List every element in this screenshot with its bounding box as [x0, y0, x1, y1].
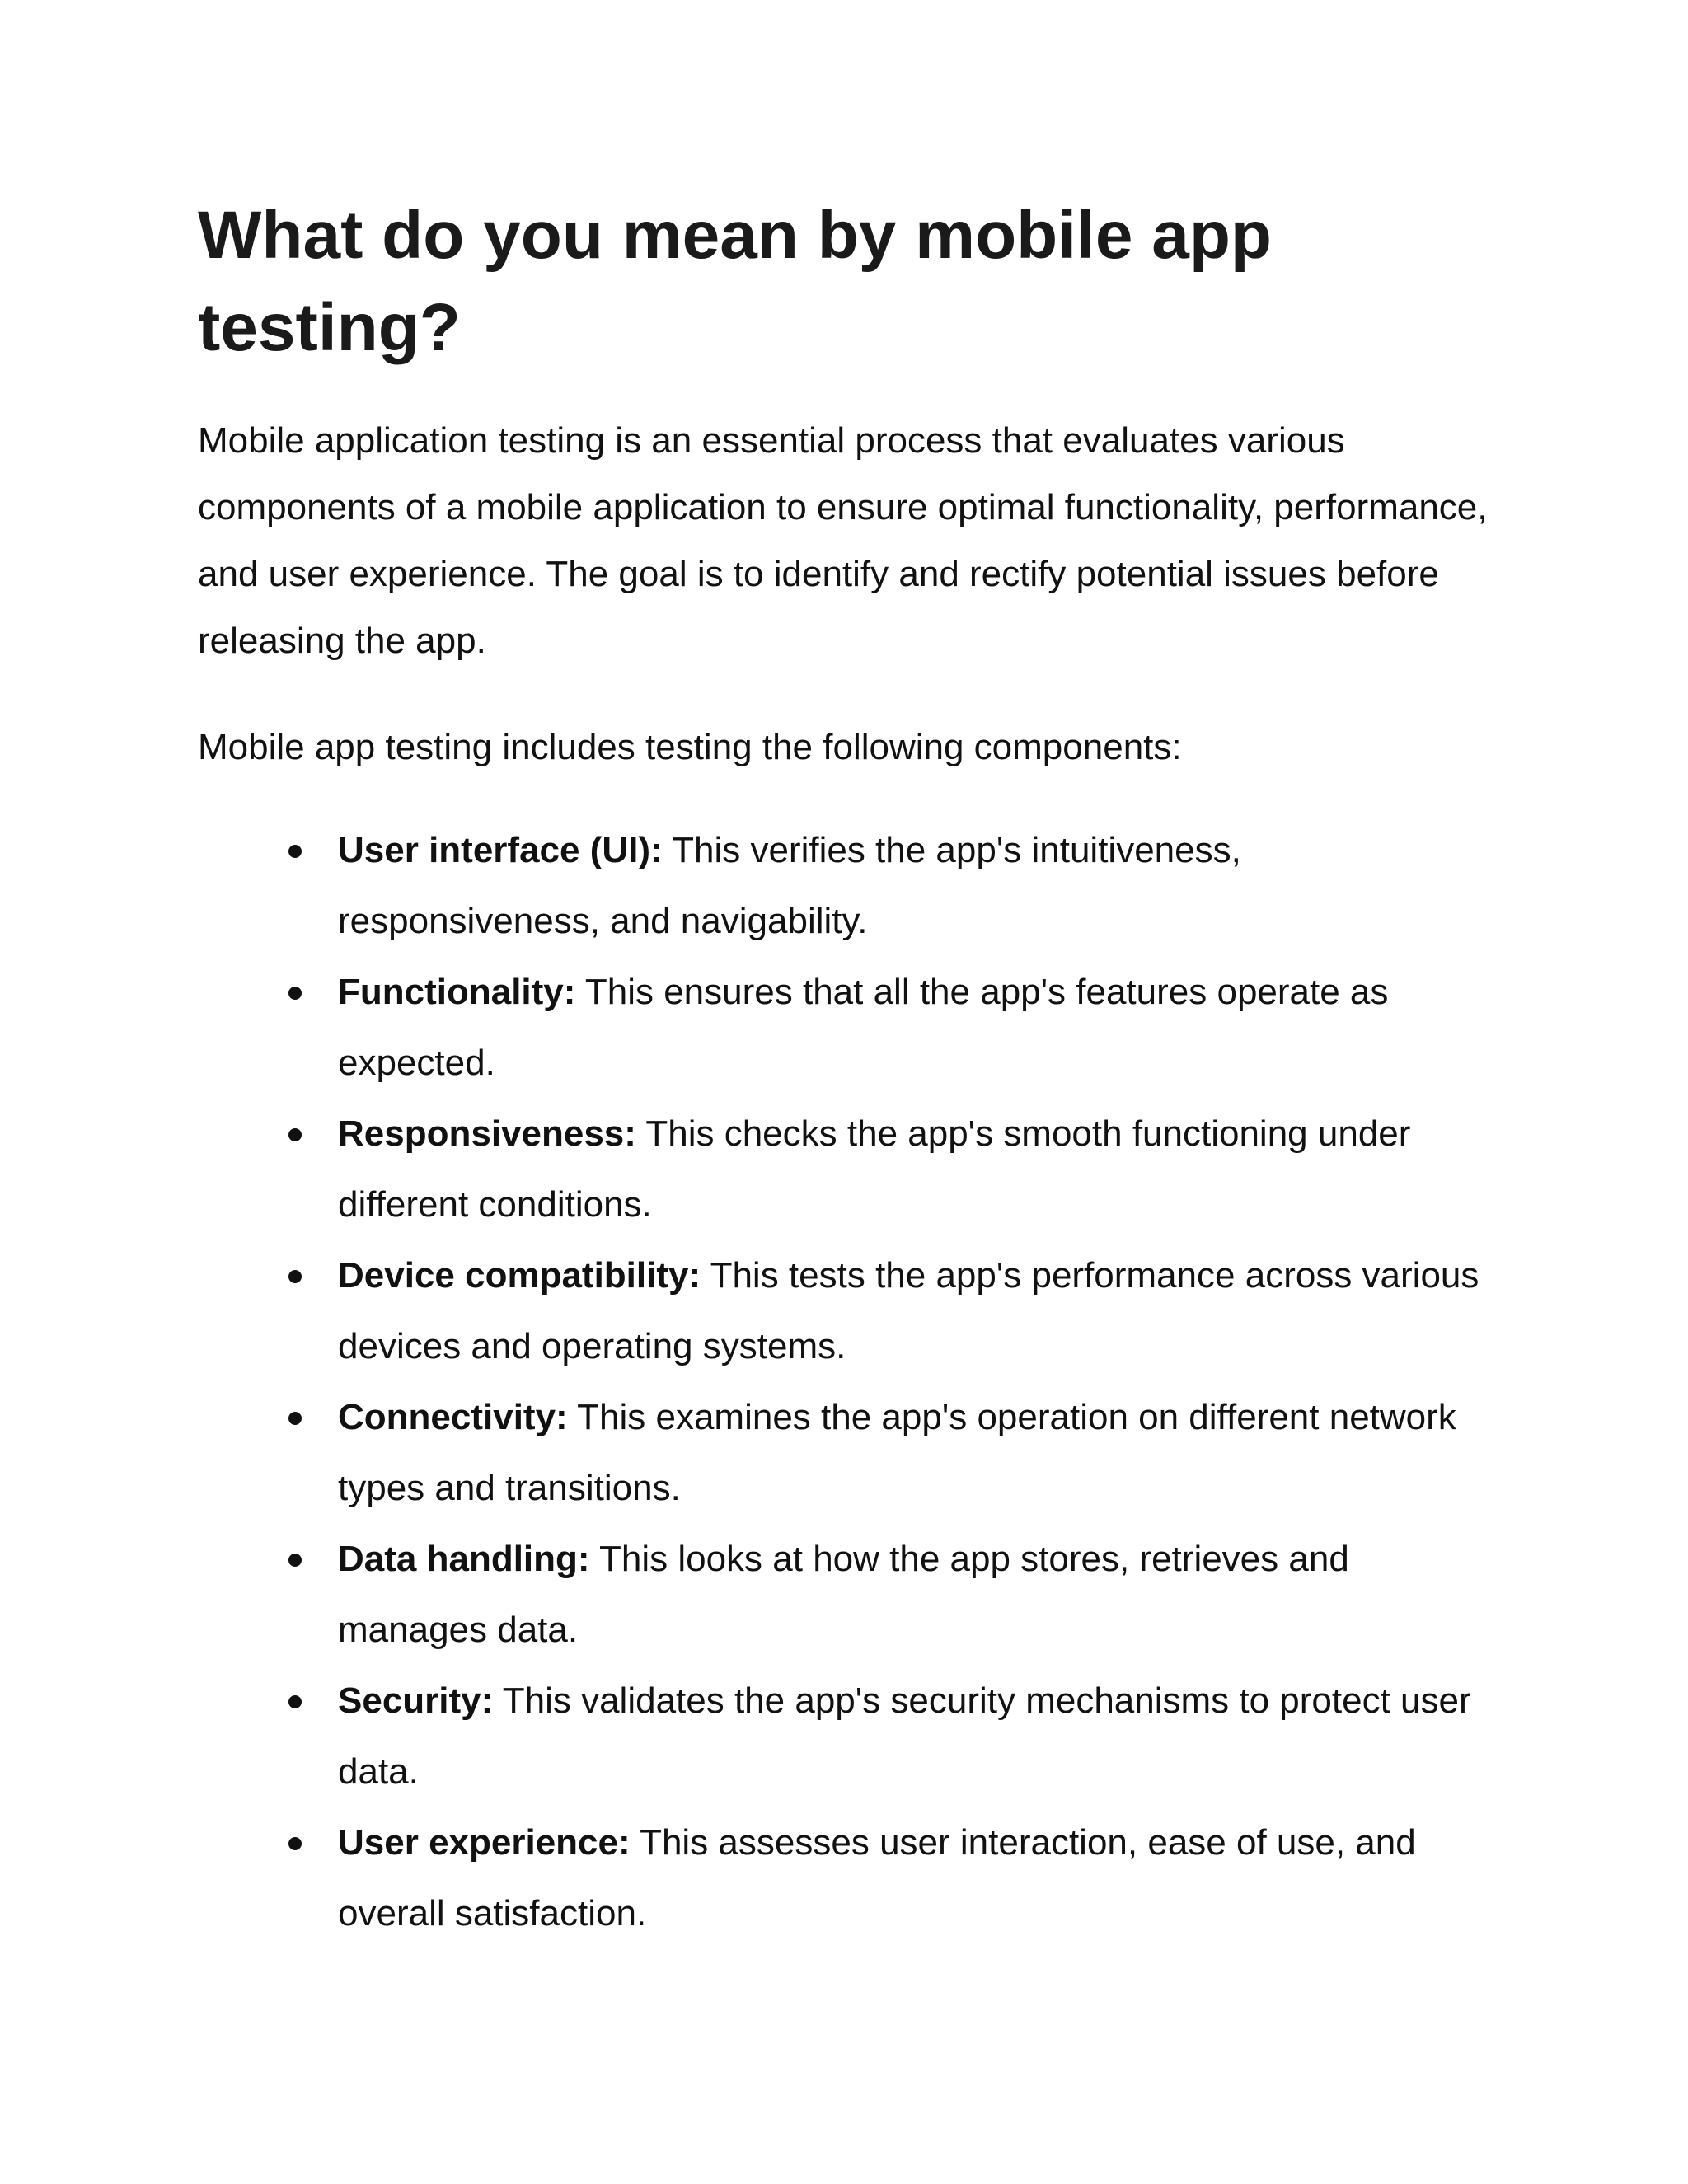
document-page — [198, 190, 1500, 1949]
bullet-icon — [288, 1270, 302, 1283]
list-item-term: Data handling: — [338, 1539, 590, 1579]
list-item-text: This examines the app's operation on different network types and transitions. — [338, 1397, 1456, 1508]
list-item-term: Responsiveness: — [338, 1113, 636, 1154]
bullet-icon — [288, 845, 302, 858]
bullet-icon — [288, 1128, 302, 1141]
list-item — [338, 1666, 1500, 1807]
list-item-term: Security: — [338, 1680, 494, 1721]
intro-paragraph: Mobile application testing is an essential process that evaluates various components of a mobile application to ensure optimal functionality, performance, and user experience. The goal is to identify and rectify potential issues before releasing the app. — [198, 420, 1488, 661]
components-list — [198, 815, 1500, 1949]
list-item-term: User interface (UI): — [338, 830, 663, 870]
list-item-text: This tests the app's performance across various devices and operating systems. — [338, 1255, 1479, 1366]
list-item — [338, 815, 1500, 957]
page-title: What do you mean by mobile app testing? — [198, 198, 1272, 365]
list-item — [338, 1240, 1500, 1382]
bullet-icon — [288, 1554, 302, 1567]
list-item-text: This validates the app's security mechanisms to protect user data. — [338, 1680, 1471, 1792]
list-item-term: Device compatibility: — [338, 1255, 701, 1296]
list-item — [338, 1382, 1500, 1524]
list-item-term: User experience: — [338, 1822, 631, 1863]
bullet-icon — [288, 1837, 302, 1850]
bullet-icon — [288, 987, 302, 1000]
list-item-term: Functionality: — [338, 972, 576, 1012]
list-item-text: This ensures that all the app's features operate as expected. — [338, 972, 1389, 1083]
bullet-icon — [288, 1412, 302, 1425]
list-item-text: This checks the app's smooth functioning under different conditions. — [338, 1113, 1411, 1225]
list-item-text: This looks at how the app stores, retrieves and manages data. — [338, 1539, 1349, 1650]
list-item — [338, 957, 1500, 1099]
list-item-text: This assesses user interaction, ease of use, and overall satisfaction. — [338, 1822, 1416, 1933]
list-item — [338, 1807, 1500, 1949]
list-item-term: Connectivity: — [338, 1397, 568, 1437]
components-intro-paragraph: Mobile app testing includes testing the following components: — [198, 727, 1182, 767]
list-item — [338, 1099, 1500, 1240]
list-item-text: This verifies the app's intuitiveness, responsiveness, and navigability. — [338, 830, 1241, 941]
list-item — [338, 1524, 1500, 1666]
bullet-icon — [288, 1695, 302, 1708]
